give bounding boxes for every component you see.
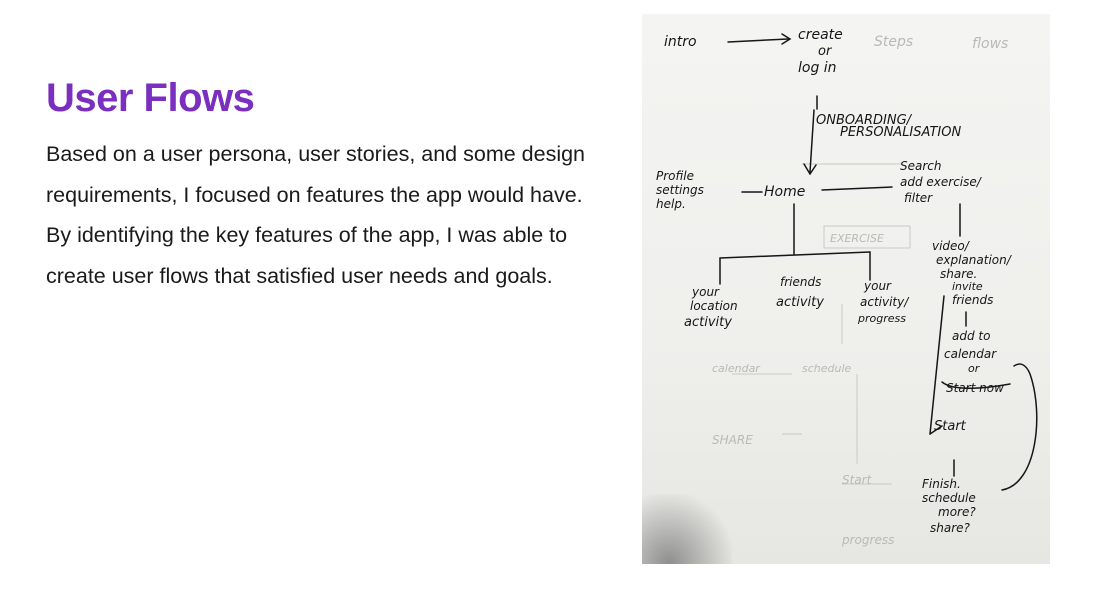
node-create: create	[798, 27, 843, 43]
node-video-1: video/	[932, 239, 969, 253]
node-progress-3: progress	[858, 312, 906, 325]
node-invite-1: invite	[952, 280, 983, 293]
svg-text:calendar: calendar	[712, 362, 760, 375]
node-help: help.	[656, 197, 686, 211]
node-finish-4: share?	[930, 521, 970, 535]
node-home: Home	[764, 184, 806, 200]
svg-text:Steps: Steps	[874, 34, 914, 50]
node-calendar-3: or	[968, 362, 980, 375]
node-video-2: explanation/	[936, 253, 1011, 267]
node-calendar-4: Start now	[946, 381, 1004, 395]
svg-text:SHARE: SHARE	[712, 433, 753, 447]
node-progress-2: activity/	[860, 295, 909, 309]
node-calendar-1: add to	[952, 329, 991, 343]
svg-text:schedule: schedule	[802, 362, 852, 375]
svg-text:Start: Start	[842, 473, 872, 487]
description-paragraph: Based on a user persona, user stories, and some design requirements, I focused on features the app would have. By identifying the key features of the app, I was able to create user flows that satisfied user needs and goals.	[46, 142, 586, 288]
node-progress-1: your	[864, 279, 891, 293]
node-login: log in	[798, 60, 837, 76]
svg-text:progress: progress	[842, 533, 895, 547]
node-or: or	[818, 44, 832, 59]
svg-text:flows: flows	[972, 36, 1009, 52]
node-friends-1: friends	[780, 275, 822, 289]
node-location-1: your	[692, 285, 719, 299]
node-settings: settings	[656, 183, 704, 197]
node-profile: Profile	[656, 169, 694, 183]
node-finish-2: schedule	[922, 491, 976, 505]
page-title: User Flows	[46, 76, 255, 120]
svg-text:EXERCISE: EXERCISE	[830, 232, 884, 245]
photo-shadow	[642, 494, 732, 564]
node-invite-2: friends	[952, 293, 994, 307]
node-intro: intro	[664, 34, 697, 50]
node-location-3: activity	[684, 315, 732, 330]
node-finish-3: more?	[938, 505, 976, 519]
node-friends-2: activity	[776, 295, 824, 310]
node-start: Start	[934, 419, 966, 434]
node-finish-1: Finish.	[922, 477, 961, 491]
user-flow-sketch-photo	[642, 14, 1050, 564]
node-video-3: share.	[940, 267, 978, 281]
node-onboarding: ONBOARDING/	[816, 113, 912, 128]
node-calendar-2: calendar	[944, 347, 997, 361]
node-filter: filter	[904, 191, 933, 205]
node-personalisation: PERSONALISATION	[840, 125, 962, 140]
node-search: Search	[900, 159, 942, 173]
node-location-2: location	[690, 299, 738, 313]
node-add-exercise: add exercise/	[900, 175, 981, 189]
